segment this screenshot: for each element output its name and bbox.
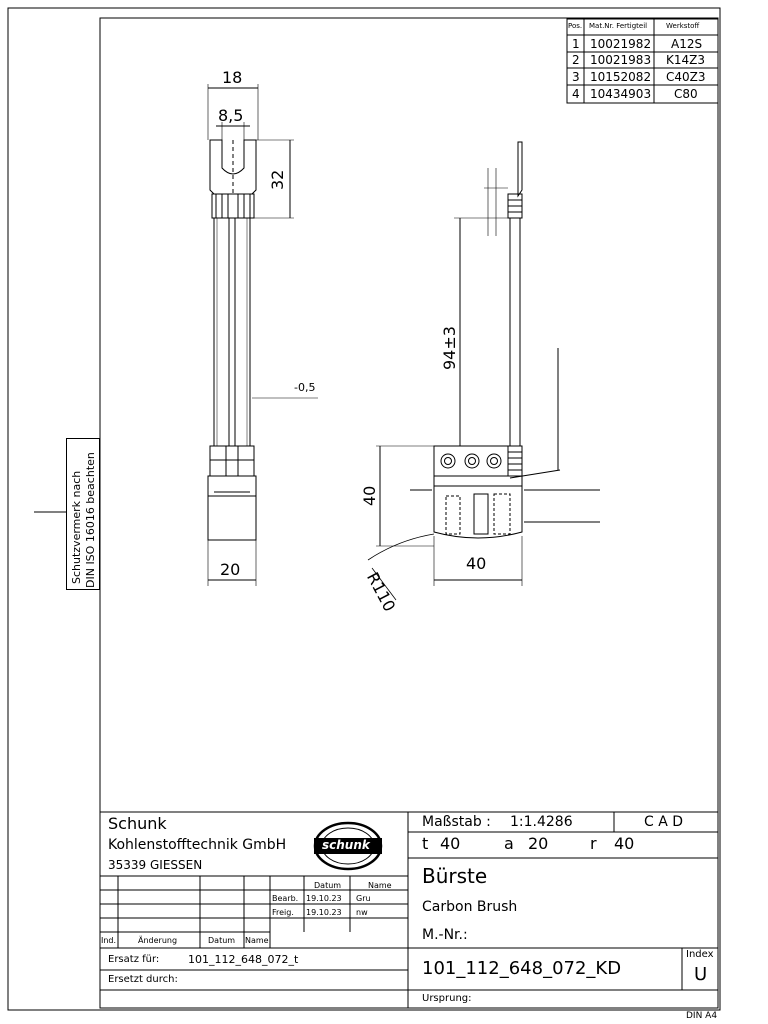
revision-aenderung-header: Änderung: [138, 936, 178, 945]
parts-header-pos: Pos.: [568, 22, 583, 30]
revision-ind-header: Ind.: [101, 936, 117, 945]
side-view: [368, 142, 600, 600]
dim-r-value: 40: [614, 834, 635, 853]
drawing-number: 101_112_648_072_KD: [422, 958, 622, 979]
ersatz-fuer-value: 101_112_648_072_t: [188, 953, 299, 966]
company-name-full: Kohlenstofftechnik GmbH: [108, 837, 287, 853]
dim-width-18: 18: [222, 68, 243, 87]
parts-row-pos: 1: [572, 37, 580, 51]
revision-datum-header: Datum: [208, 936, 236, 945]
company-logo: schunk: [322, 838, 370, 852]
dim-width-8-5: 8,5: [218, 106, 244, 125]
dim-length-94: 94±3: [440, 326, 459, 370]
front-view: [208, 84, 318, 586]
ersatz-fuer-label: Ersatz für:: [108, 954, 160, 965]
parts-row-pos: 4: [572, 87, 580, 101]
dim-height-32: 32: [268, 169, 287, 190]
dim-tolerance: -0,5: [294, 381, 316, 394]
scale-value: 1:1.4286: [510, 814, 573, 830]
parts-row-werkstoff: A12S: [671, 37, 703, 51]
parts-row-mat: 10021982: [590, 37, 652, 51]
protection-note-line2: DIN ISO 16016 beachten: [84, 452, 97, 588]
protection-note-line1: Schutzvermerk nach: [70, 470, 83, 584]
dim-a-label: a: [504, 834, 514, 853]
scale-label: Maßstab :: [422, 814, 491, 830]
parts-row-mat: 10021983: [590, 53, 652, 67]
parts-row-werkstoff: C80: [674, 87, 698, 101]
m-nr-label: M.-Nr.:: [422, 927, 468, 943]
ersetzt-durch-label: Ersetzt durch:: [108, 974, 178, 985]
parts-row-werkstoff: C40Z3: [666, 70, 706, 84]
parts-header-mat: Mat.Nr. Fertigteil: [589, 22, 648, 30]
company-name: Schunk: [108, 814, 167, 833]
ursprung-label: Ursprung:: [422, 993, 472, 1004]
approval-freig-label: Freig.: [272, 908, 294, 917]
approval-bearb-name: Gru: [356, 894, 371, 903]
index-value: U: [694, 964, 708, 985]
dim-a-value: 20: [528, 834, 549, 853]
parts-header-werkstoff: Werkstoff: [666, 22, 700, 30]
dim-radius: R110: [362, 569, 400, 615]
title-en: Carbon Brush: [422, 899, 518, 915]
format-label: DIN A4: [686, 1011, 718, 1021]
approval-freig-datum: 19.10.23: [306, 908, 342, 917]
dim-width-40: 40: [466, 554, 487, 573]
dim-r-label: r: [590, 834, 597, 853]
dim-width-20: 20: [220, 560, 241, 579]
dim-t-value: 40: [440, 834, 461, 853]
company-address: 35339 GIESSEN: [108, 858, 203, 872]
approval-bearb-label: Bearb.: [272, 894, 299, 903]
approval-bearb-datum: 19.10.23: [306, 894, 342, 903]
approval-freig-name: nw: [356, 908, 368, 917]
parts-row-pos: 2: [572, 53, 580, 67]
parts-row-mat: 10152082: [590, 70, 652, 84]
parts-row-mat: 10434903: [590, 87, 652, 101]
dim-t-label: t: [422, 834, 429, 853]
dim-height-40: 40: [360, 485, 379, 506]
index-label: Index: [686, 949, 714, 960]
approval-datum-header: Datum: [314, 881, 342, 890]
revision-name-header: Name: [245, 936, 269, 945]
cad-label: C A D: [644, 814, 684, 830]
parts-row-pos: 3: [572, 70, 580, 84]
parts-row-werkstoff: K14Z3: [666, 53, 705, 67]
approval-name-header: Name: [368, 881, 392, 890]
title-de: Bürste: [422, 864, 488, 888]
